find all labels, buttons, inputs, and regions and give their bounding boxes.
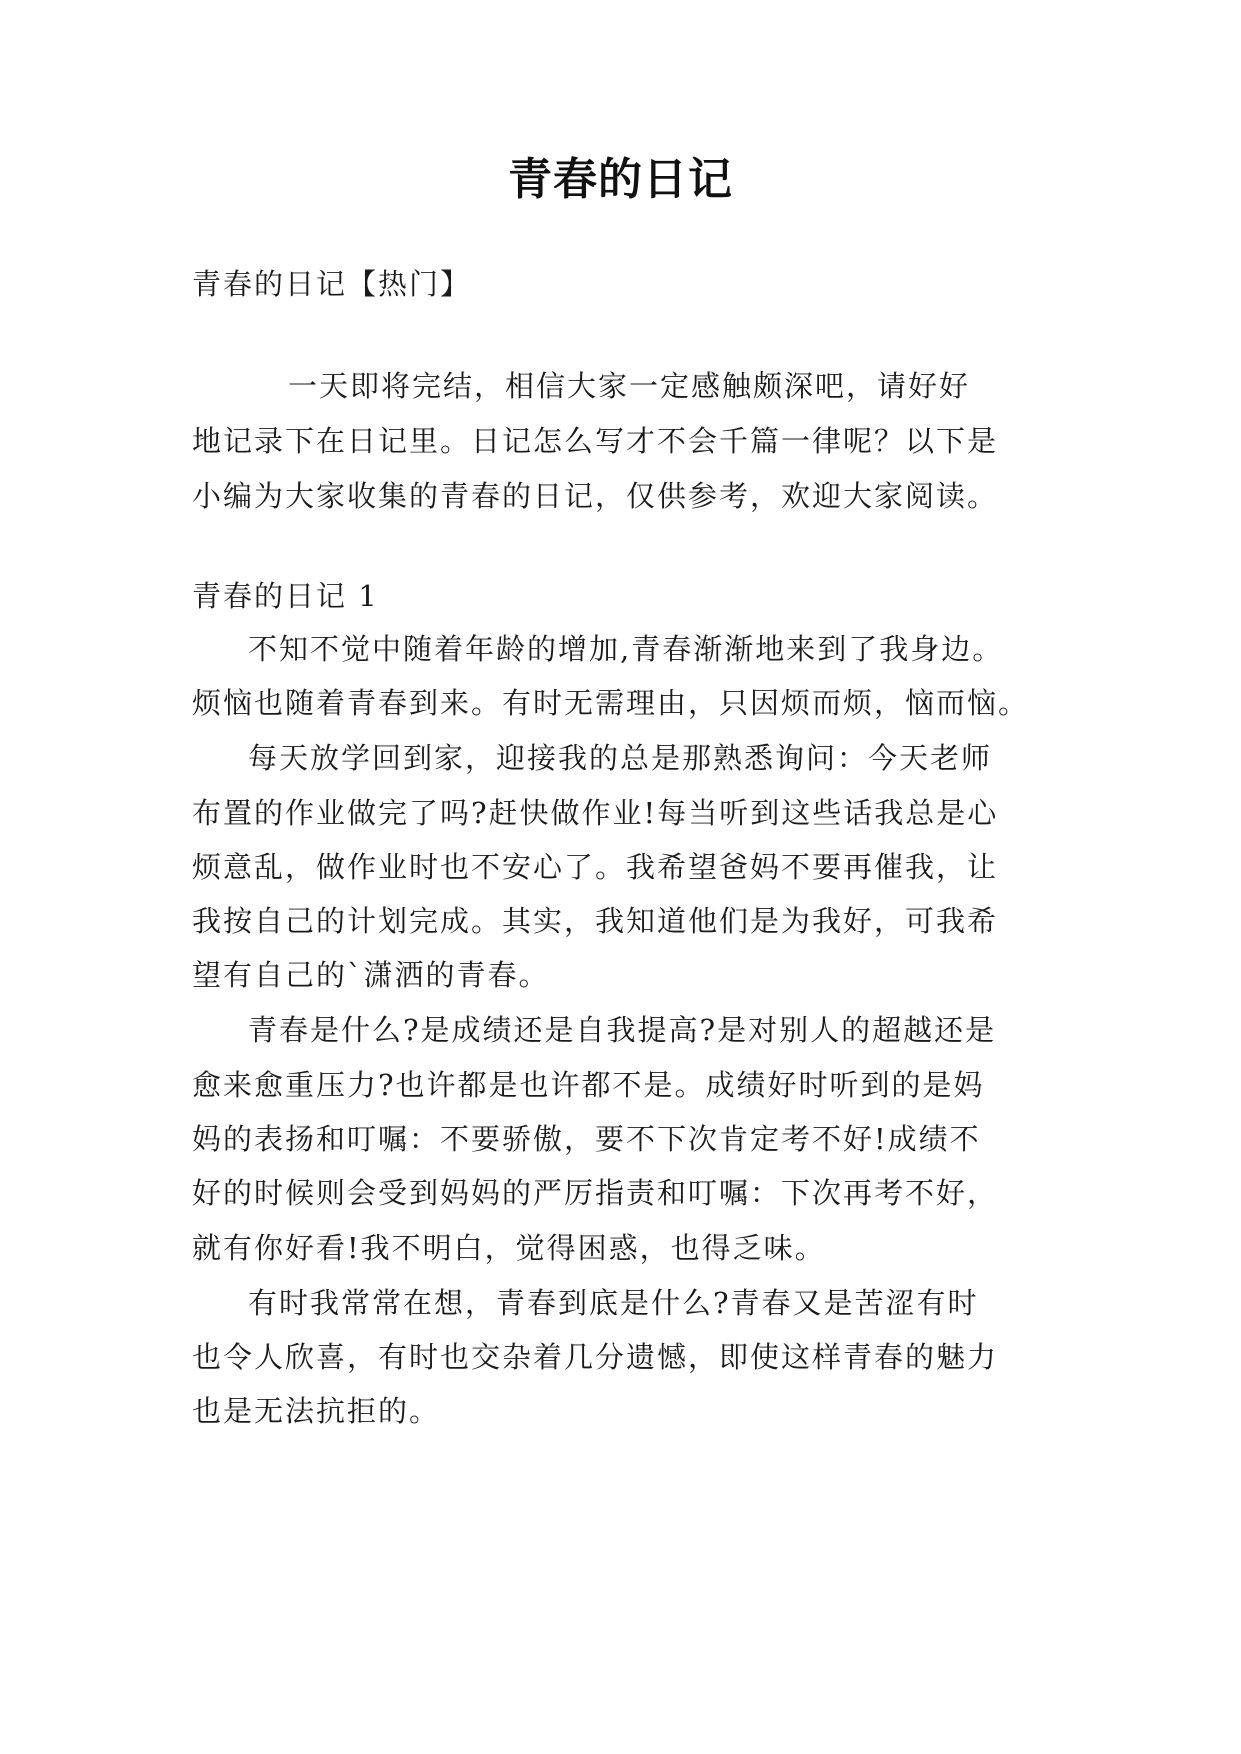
section-heading: 青春的日记 1 bbox=[192, 579, 379, 613]
body-line: 好的时候则会受到妈妈的严厉指责和叮嘱：下次再考不好， bbox=[192, 1176, 999, 1210]
body-line: 有时我常常在想，青春到底是什么?青春又是苦涩有时 bbox=[248, 1286, 979, 1320]
body-line: 也令人欣喜，有时也交杂着几分遗憾，即使这样青春的魅力 bbox=[192, 1340, 999, 1374]
body-line: 烦恼也随着青春到来。有时无需理由，只因烦而烦，恼而恼。 bbox=[192, 686, 1030, 720]
body-line: 就有你好看!我不明白，觉得困惑，也得乏味。 bbox=[192, 1231, 826, 1265]
document-subtitle: 青春的日记【热门】 bbox=[192, 267, 472, 301]
intro-line: 一天即将完结，相信大家一定感触颇深吧，请好好 bbox=[288, 369, 971, 403]
body-line: 我按自己的计划完成。其实，我知道他们是为我好，可我希 bbox=[192, 904, 999, 938]
body-line: 也是无法抗拒的。 bbox=[192, 1394, 441, 1428]
body-line: 愈来愈重压力?也许都是也许都不是。成绩好时听到的是妈 bbox=[192, 1068, 985, 1102]
body-line: 望有自己的`潇洒的青春。 bbox=[192, 958, 550, 992]
intro-line: 地记录下在日记里。日记怎么写才不会千篇一律呢？以下是 bbox=[192, 424, 999, 458]
body-line: 每天放学回到家，迎接我的总是那熟悉询问：今天老师 bbox=[248, 741, 993, 775]
body-line: 不知不觉中随着年龄的增加,青春渐渐地来到了我身边。 bbox=[248, 632, 1004, 666]
body-line: 妈的表扬和叮嘱：不要骄傲，要不下次肯定考不好!成绩不 bbox=[192, 1122, 981, 1156]
intro-line: 小编为大家收集的青春的日记，仅供参考，欢迎大家阅读。 bbox=[192, 479, 999, 513]
body-line: 布置的作业做完了吗?赶快做作业!每当听到这些话我总是心 bbox=[192, 796, 999, 830]
body-line: 青春是什么?是成绩还是自我提高?是对别人的超越还是 bbox=[248, 1013, 997, 1047]
body-line: 烦意乱，做作业时也不安心了。我希望爸妈不要再催我，让 bbox=[192, 850, 999, 884]
document-title: 青春的日记 bbox=[508, 154, 733, 205]
